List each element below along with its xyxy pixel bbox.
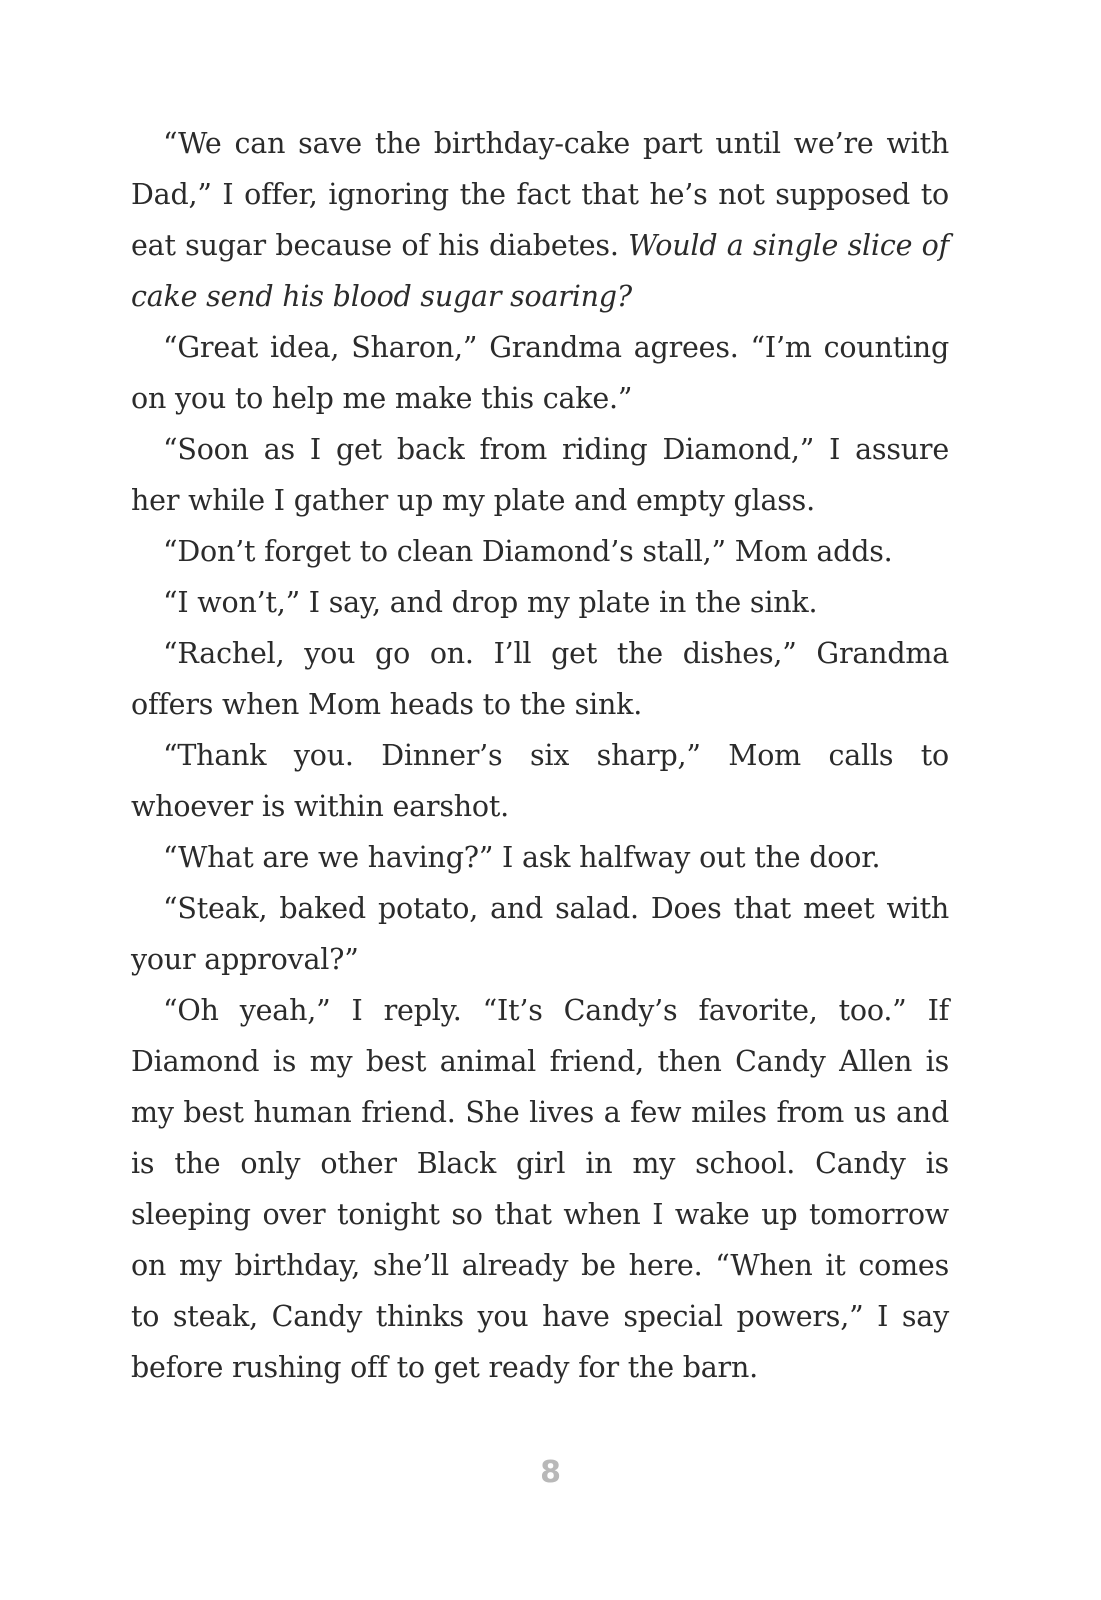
page-number: 8 [540,1455,561,1490]
paragraph-2: “Great idea, Sharon,” Grandma agrees. “I’m counting on you to help me make this cake.” [131,331,949,415]
paragraph-4: “Don’t forget to clean Diamond’s stall,” Mom adds. [163,535,893,568]
paragraph-8: “What are we having?” I ask halfway out the door. [163,841,881,874]
paragraph-1-italic-thought: Would a single slice of cake send his blood sugar soaring? [131,229,949,313]
paragraph-9: “Steak, baked potato, and salad. Does that meet with your approval?” [131,892,949,976]
page-body [131,118,949,1393]
paragraph-1 [131,118,949,322]
paragraph-7: “Thank you. Dinner’s six sharp,” Mom calls to whoever is within earshot. [131,739,949,823]
paragraph-10: “Oh yeah,” I reply. “It’s Candy’s favorite, too.” If Diamond is my best animal friend, then Candy Allen is my best human friend. She lives a few miles from us and is the only other Black girl in my school. Candy is sleeping over tonight so that when I wake up tomorrow on my birthday, she’ll already be here. “When it comes to steak, Candy thinks you have special powers,” I say before rushing off to get ready for the barn. [131,994,949,1384]
paragraph-6: “Rachel, you go on. I’ll get the dishes,” Grandma offers when Mom heads to the sink. [131,637,949,721]
paragraph-5: “I won’t,” I say, and drop my plate in the sink. [163,586,818,619]
paragraph-1-text: “We can save the birthday-cake part until we’re with Dad,” I offer, ignoring the fact that he’s not supposed to eat sugar because of his diabetes. [131,127,949,262]
paragraph-3: “Soon as I get back from riding Diamond,” I assure her while I gather up my plate and empty glass. [131,433,949,517]
